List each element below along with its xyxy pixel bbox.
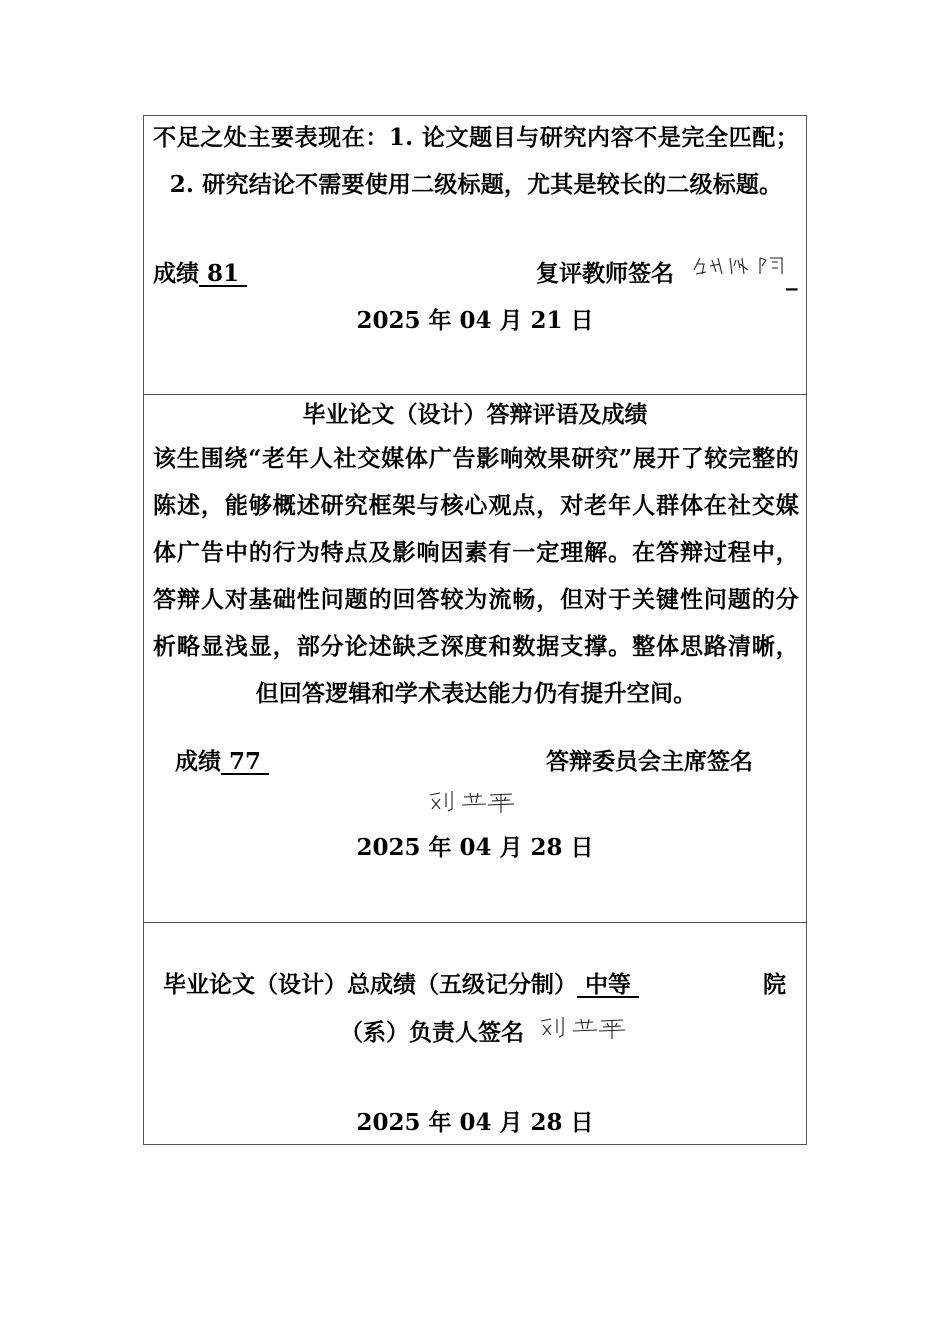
defense-heading: 毕业论文（设计）答辩评语及成绩 [302,401,648,428]
review-comment: 不足之处主要表现在：1. 论文题目与研究内容不是完全匹配；2. 研究结论不需要使用二级标题，尤其是较长的二级标题。 [153,124,799,198]
total-grade-value: 中等 [577,971,640,998]
defense-signer-label: 答辩委员会主席签名 [546,748,753,775]
dept-signature [537,1015,629,1039]
defense-score-label: 成绩 [175,748,221,775]
defense-section [144,395,806,922]
total-grade [163,961,639,1008]
defense-date: 2025 年 04 月 28 日 [356,834,594,861]
dept-prefix: 院 [763,971,786,998]
review-date: 2025 年 04 月 21 日 [356,307,594,334]
review-score-label: 成绩 [153,260,199,287]
total-date: 2025 年 04 月 28 日 [356,1109,594,1136]
review-score-value: 81 [199,260,248,287]
review-signature [690,252,790,278]
review-signer-label: 复评教师签名 [536,260,674,287]
review-section [144,116,806,394]
review-signer-tail: _ [786,264,798,291]
defense-score [175,738,269,785]
dept-signer-label: （系）负责人签名 [340,1019,524,1046]
defense-score-value: 77 [221,748,270,775]
review-signer [536,250,674,297]
defense-signature [426,789,518,813]
defense-comment: 该生围绕“老年人社交媒体广告影响效果研究”展开了较完整的陈述，能够概述研究框架与核心观点，对老年人群体在社交媒体广告中的行为特点及影响因素有一定理解。在答辩过程中，答辩人对基础性问题的回答较为流畅，但对于关键性问题的分析略显浅显，部分论述缺乏深度和数据支撑。整体思路清晰，但回答逻辑和学术表达能力仍有提升空间。 [153,445,799,707]
total-grade-label: 毕业论文（设计）总成绩（五级记分制） [163,971,577,998]
total-section [144,923,806,1145]
review-score [153,250,247,297]
evaluation-table [143,115,807,1145]
